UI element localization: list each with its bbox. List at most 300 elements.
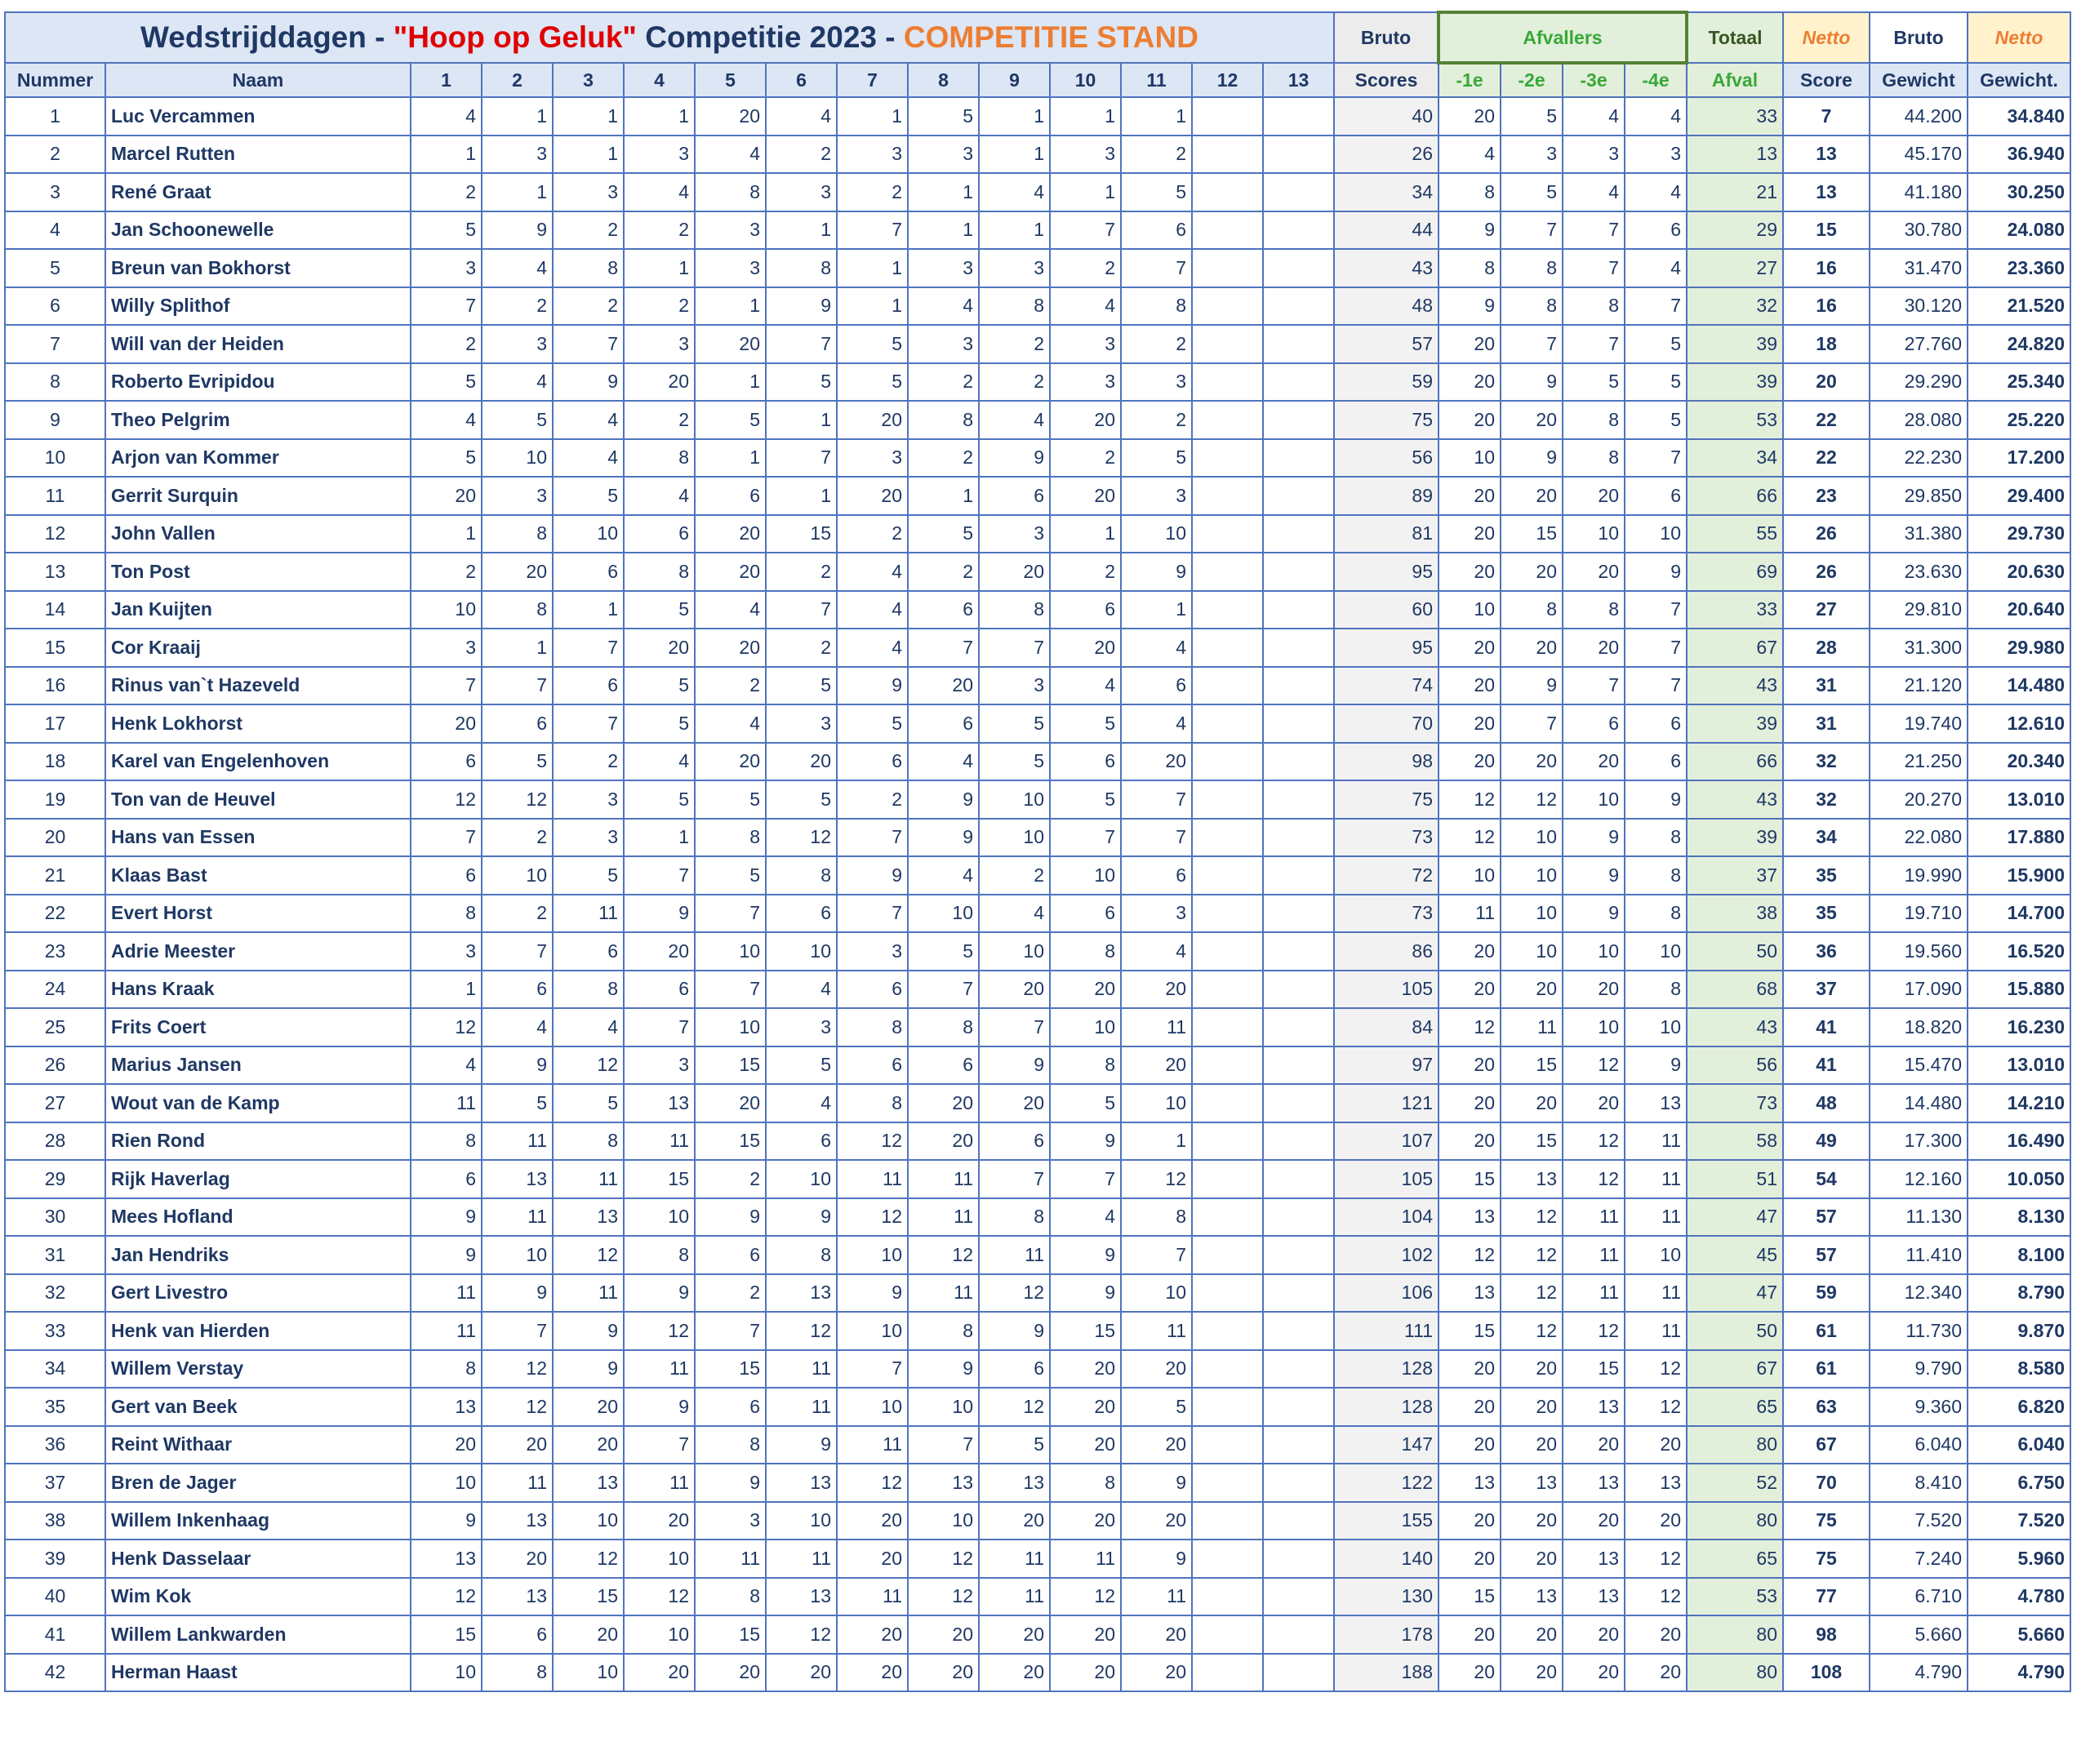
cell-day-score: 7 (553, 325, 624, 363)
cell-afvaller: 10 (1439, 439, 1501, 478)
cell-day-score (1263, 667, 1334, 705)
cell-day-score: 1 (1050, 173, 1121, 211)
cell-day-score: 5 (1050, 780, 1121, 819)
cell-afvaller: 7 (1563, 325, 1625, 363)
cell-day-score: 10 (837, 1236, 908, 1274)
cell-day-score: 20 (695, 743, 766, 781)
cell-day-score: 1 (695, 439, 766, 478)
cell-day-score (1263, 780, 1334, 819)
cell-day-score: 20 (1050, 629, 1121, 667)
cell-day-score (1263, 971, 1334, 1009)
cell-day-score: 3 (908, 136, 979, 174)
cell-day-score (1263, 363, 1334, 402)
cell-day-score (1263, 1312, 1334, 1350)
cell-bruto-gewicht: 14.480 (1870, 1084, 1968, 1122)
cell-day-score: 9 (1050, 1274, 1121, 1313)
cell-naam: Henk Dasselaar (105, 1540, 411, 1578)
cell-day-score: 1 (766, 477, 837, 515)
cell-day-score: 12 (766, 1615, 837, 1654)
cell-day-score: 10 (695, 932, 766, 971)
cell-day-score: 1 (624, 249, 695, 287)
cell-bruto-gewicht: 6.040 (1870, 1426, 1968, 1464)
cell-nummer: 18 (5, 743, 105, 781)
cell-day-score: 5 (411, 439, 482, 478)
cell-nummer: 37 (5, 1464, 105, 1502)
cell-afvaller: 9 (1501, 667, 1563, 705)
cell-day-score: 4 (695, 591, 766, 629)
cell-bruto-score: 26 (1334, 136, 1439, 174)
cell-totaal-afval: 58 (1687, 1122, 1783, 1161)
cell-netto-score: 28 (1783, 629, 1870, 667)
cell-bruto-gewicht: 9.790 (1870, 1350, 1968, 1389)
table-row (5, 173, 2070, 211)
cell-day-score: 1 (979, 97, 1050, 136)
cell-day-score: 10 (908, 895, 979, 933)
cell-day-score: 2 (908, 553, 979, 591)
cell-netto-gewicht: 13.010 (1968, 1046, 2070, 1085)
cell-totaal-afval: 39 (1687, 704, 1783, 743)
cell-day-score: 2 (695, 667, 766, 705)
cell-nummer: 10 (5, 439, 105, 478)
cell-afvaller: 20 (1439, 1502, 1501, 1540)
cell-day-score: 4 (624, 173, 695, 211)
cell-naam: Will van der Heiden (105, 325, 411, 363)
cell-day-score: 5 (766, 667, 837, 705)
table-row (5, 1046, 2070, 1085)
cell-nummer: 41 (5, 1615, 105, 1654)
cell-day-score: 4 (979, 173, 1050, 211)
cell-day-score: 4 (482, 1008, 553, 1046)
cell-day-score: 7 (979, 1008, 1050, 1046)
cell-day-score: 8 (411, 895, 482, 933)
cell-afvaller: 7 (1501, 325, 1563, 363)
cell-bruto-gewicht: 5.660 (1870, 1615, 1968, 1654)
cell-nummer: 2 (5, 136, 105, 174)
cell-day-score: 12 (1121, 1160, 1192, 1198)
cell-day-score: 9 (766, 1198, 837, 1237)
cell-afvaller: 13 (1439, 1464, 1501, 1502)
cell-day-score: 3 (1050, 325, 1121, 363)
cell-netto-gewicht: 34.840 (1968, 97, 2070, 136)
cell-afvaller: 12 (1501, 1236, 1563, 1274)
cell-nummer: 17 (5, 704, 105, 743)
cell-day-score: 13 (979, 1464, 1050, 1502)
cell-naam: Marcel Rutten (105, 136, 411, 174)
cell-day-score: 4 (1121, 704, 1192, 743)
cell-day-score (1192, 1350, 1263, 1389)
competition-standings-table (4, 11, 2071, 1692)
cell-day-score: 12 (908, 1578, 979, 1616)
cell-netto-score: 98 (1783, 1615, 1870, 1654)
cell-day-score: 7 (766, 325, 837, 363)
table-row (5, 743, 2070, 781)
cell-afvaller: 12 (1501, 780, 1563, 819)
cell-afvaller: 20 (1563, 1502, 1625, 1540)
title-competition: Competitie 2023 - (636, 20, 904, 54)
cell-day-score: 7 (979, 629, 1050, 667)
cell-bruto-score: 128 (1334, 1350, 1439, 1389)
cell-day-score: 12 (482, 780, 553, 819)
cell-bruto-gewicht: 6.710 (1870, 1578, 1968, 1616)
table-row (5, 553, 2070, 591)
cell-day-score: 11 (482, 1122, 553, 1161)
table-row (5, 1578, 2070, 1616)
cell-day-score: 4 (979, 401, 1050, 439)
cell-afvaller: 20 (1439, 1615, 1501, 1654)
cell-day-score: 20 (908, 1122, 979, 1161)
cell-netto-score: 22 (1783, 401, 1870, 439)
cell-day-score (1192, 591, 1263, 629)
cell-day-score (1192, 1388, 1263, 1426)
cell-netto-gewicht: 16.490 (1968, 1122, 2070, 1161)
cell-afvaller: 12 (1439, 819, 1501, 857)
cell-day-score: 6 (482, 704, 553, 743)
col-header-day-6: 6 (766, 63, 837, 97)
cell-day-score: 1 (482, 97, 553, 136)
cell-totaal-afval: 67 (1687, 629, 1783, 667)
cell-afvaller: 6 (1625, 743, 1687, 781)
cell-bruto-score: 147 (1334, 1426, 1439, 1464)
cell-day-score: 1 (411, 136, 482, 174)
cell-nummer: 35 (5, 1388, 105, 1426)
cell-day-score: 10 (624, 1198, 695, 1237)
cell-afvaller: 10 (1439, 856, 1501, 895)
cell-day-score: 4 (553, 439, 624, 478)
cell-netto-score: 26 (1783, 515, 1870, 553)
cell-day-score: 9 (624, 1388, 695, 1426)
cell-bruto-score: 102 (1334, 1236, 1439, 1274)
cell-afvaller: 20 (1563, 1084, 1625, 1122)
cell-day-score: 1 (908, 173, 979, 211)
cell-totaal-afval: 47 (1687, 1274, 1783, 1313)
cell-day-score (1263, 173, 1334, 211)
cell-day-score (1192, 553, 1263, 591)
cell-day-score: 1 (1121, 591, 1192, 629)
col-header-day-11: 11 (1121, 63, 1192, 97)
cell-totaal-afval: 39 (1687, 819, 1783, 857)
cell-day-score: 3 (553, 173, 624, 211)
cell-day-score: 4 (553, 1008, 624, 1046)
cell-bruto-gewicht: 28.080 (1870, 401, 1968, 439)
cell-day-score: 8 (695, 1426, 766, 1464)
cell-day-score: 6 (979, 1122, 1050, 1161)
cell-day-score: 11 (482, 1198, 553, 1237)
cell-day-score: 6 (482, 971, 553, 1009)
table-row (5, 591, 2070, 629)
cell-day-score: 2 (624, 401, 695, 439)
cell-afvaller: 12 (1563, 1046, 1625, 1085)
cell-day-score (1192, 1160, 1263, 1198)
cell-day-score: 15 (695, 1350, 766, 1389)
cell-bruto-score: 188 (1334, 1654, 1439, 1692)
cell-afvaller: 13 (1501, 1160, 1563, 1198)
cell-netto-gewicht: 14.480 (1968, 667, 2070, 705)
cell-day-score: 1 (979, 136, 1050, 174)
cell-day-score: 4 (908, 856, 979, 895)
col-header-day-7: 7 (837, 63, 908, 97)
cell-day-score: 2 (553, 743, 624, 781)
cell-totaal-afval: 39 (1687, 363, 1783, 402)
cell-naam: Arjon van Kommer (105, 439, 411, 478)
table-row (5, 439, 2070, 478)
cell-day-score: 9 (837, 667, 908, 705)
cell-afvaller: 11 (1625, 1274, 1687, 1313)
table-row (5, 1198, 2070, 1237)
cell-day-score (1263, 249, 1334, 287)
cell-day-score: 3 (837, 136, 908, 174)
cell-naam: Rinus van`t Hazeveld (105, 667, 411, 705)
cell-day-score: 7 (1050, 819, 1121, 857)
cell-day-score: 9 (979, 439, 1050, 478)
cell-afvaller: 20 (1625, 1615, 1687, 1654)
cell-afvaller: 10 (1563, 932, 1625, 971)
cell-day-score: 2 (766, 136, 837, 174)
cell-nummer: 1 (5, 97, 105, 136)
cell-afvaller: 6 (1563, 704, 1625, 743)
cell-afvaller: 12 (1501, 1198, 1563, 1237)
cell-day-score: 6 (624, 971, 695, 1009)
cell-nummer: 31 (5, 1236, 105, 1274)
cell-naam: Evert Horst (105, 895, 411, 933)
cell-afvaller: 4 (1563, 173, 1625, 211)
cell-day-score: 10 (1121, 1274, 1192, 1313)
cell-day-score: 10 (908, 1502, 979, 1540)
cell-day-score: 9 (1050, 1236, 1121, 1274)
cell-day-score: 20 (1121, 1426, 1192, 1464)
cell-day-score: 20 (766, 743, 837, 781)
cell-totaal-afval: 80 (1687, 1654, 1783, 1692)
cell-naam: Breun van Bokhorst (105, 249, 411, 287)
cell-day-score: 3 (979, 515, 1050, 553)
cell-afvaller: 20 (1563, 477, 1625, 515)
cell-day-score (1263, 932, 1334, 971)
cell-day-score (1192, 477, 1263, 515)
cell-netto-score: 15 (1783, 211, 1870, 250)
cell-day-score: 8 (553, 971, 624, 1009)
cell-day-score: 5 (979, 704, 1050, 743)
cell-nummer: 23 (5, 932, 105, 971)
cell-netto-gewicht: 8.790 (1968, 1274, 2070, 1313)
cell-day-score: 9 (1121, 1540, 1192, 1578)
cell-naam: Willy Splithof (105, 287, 411, 326)
cell-afvaller: 9 (1439, 211, 1501, 250)
cell-naam: Cor Kraaij (105, 629, 411, 667)
cell-day-score: 10 (1050, 856, 1121, 895)
cell-day-score: 1 (908, 477, 979, 515)
cell-afvaller: 10 (1439, 591, 1501, 629)
cell-naam: Theo Pelgrim (105, 401, 411, 439)
cell-afvaller: 10 (1563, 1008, 1625, 1046)
cell-day-score: 3 (624, 136, 695, 174)
cell-day-score: 7 (837, 1350, 908, 1389)
cell-bruto-score: 130 (1334, 1578, 1439, 1616)
cell-day-score: 10 (553, 1502, 624, 1540)
cell-day-score: 11 (908, 1160, 979, 1198)
cell-afvaller: 5 (1625, 401, 1687, 439)
cell-day-score: 20 (695, 553, 766, 591)
cell-day-score: 8 (979, 1198, 1050, 1237)
cell-totaal-afval: 80 (1687, 1615, 1783, 1654)
cell-day-score: 5 (482, 401, 553, 439)
cell-day-score: 6 (1121, 856, 1192, 895)
cell-day-score (1263, 136, 1334, 174)
cell-day-score (1192, 1236, 1263, 1274)
cell-day-score (1263, 477, 1334, 515)
cell-day-score (1263, 1236, 1334, 1274)
cell-day-score: 6 (979, 1350, 1050, 1389)
cell-day-score: 11 (411, 1312, 482, 1350)
cell-bruto-gewicht: 29.810 (1870, 591, 1968, 629)
cell-bruto-gewicht: 29.850 (1870, 477, 1968, 515)
cell-afvaller: 20 (1563, 1615, 1625, 1654)
cell-nummer: 25 (5, 1008, 105, 1046)
cell-nummer: 15 (5, 629, 105, 667)
cell-day-score: 12 (908, 1236, 979, 1274)
cell-netto-score: 31 (1783, 704, 1870, 743)
cell-afvaller: 9 (1501, 439, 1563, 478)
cell-day-score: 10 (1121, 1084, 1192, 1122)
column-header-row (5, 63, 2070, 97)
cell-netto-gewicht: 16.230 (1968, 1008, 2070, 1046)
cell-day-score: 5 (766, 780, 837, 819)
cell-day-score: 6 (411, 1160, 482, 1198)
table-row (5, 211, 2070, 250)
col-header-scores: Scores (1334, 63, 1439, 97)
cell-day-score (1192, 401, 1263, 439)
cell-naam: John Vallen (105, 515, 411, 553)
cell-afvaller: 20 (1439, 401, 1501, 439)
cell-netto-gewicht: 30.250 (1968, 173, 2070, 211)
cell-afvaller: 20 (1439, 1654, 1501, 1692)
cell-day-score: 4 (1121, 932, 1192, 971)
cell-day-score: 7 (1121, 249, 1192, 287)
cell-afvaller: 8 (1563, 439, 1625, 478)
cell-day-score: 20 (1050, 1388, 1121, 1426)
cell-afvaller: 4 (1439, 136, 1501, 174)
cell-day-score: 6 (908, 1046, 979, 1085)
cell-naam: Jan Kuijten (105, 591, 411, 629)
cell-day-score: 9 (482, 1274, 553, 1313)
col-header-nummer: Nummer (5, 63, 105, 97)
cell-naam: Ton van de Heuvel (105, 780, 411, 819)
cell-bruto-score: 140 (1334, 1540, 1439, 1578)
cell-day-score: 6 (837, 1046, 908, 1085)
cell-bruto-gewicht: 31.380 (1870, 515, 1968, 553)
cell-day-score (1263, 1388, 1334, 1426)
cell-day-score: 10 (482, 856, 553, 895)
cell-netto-score: 32 (1783, 780, 1870, 819)
cell-nummer: 39 (5, 1540, 105, 1578)
cell-afvaller: 3 (1625, 136, 1687, 174)
cell-afvaller: 11 (1563, 1198, 1625, 1237)
col-header-day-13: 13 (1263, 63, 1334, 97)
cell-day-score: 12 (766, 1312, 837, 1350)
cell-afvaller: 12 (1625, 1578, 1687, 1616)
cell-netto-gewicht: 16.520 (1968, 932, 2070, 971)
cell-afvaller: 7 (1625, 439, 1687, 478)
cell-bruto-score: 97 (1334, 1046, 1439, 1085)
cell-nummer: 7 (5, 325, 105, 363)
cell-netto-gewicht: 12.610 (1968, 704, 2070, 743)
cell-netto-score: 35 (1783, 856, 1870, 895)
cell-day-score: 11 (837, 1160, 908, 1198)
cell-naam: Marius Jansen (105, 1046, 411, 1085)
cell-day-score: 1 (766, 401, 837, 439)
cell-day-score (1263, 1122, 1334, 1161)
cell-totaal-afval: 43 (1687, 780, 1783, 819)
cell-bruto-gewicht: 27.760 (1870, 325, 1968, 363)
cell-netto-gewicht: 8.100 (1968, 1236, 2070, 1274)
cell-day-score (1192, 1502, 1263, 1540)
cell-day-score: 7 (908, 971, 979, 1009)
cell-day-score: 20 (1050, 401, 1121, 439)
cell-day-score: 20 (1050, 971, 1121, 1009)
cell-afvaller: 8 (1501, 287, 1563, 326)
cell-afvaller: 11 (1625, 1312, 1687, 1350)
cell-bruto-gewicht: 18.820 (1870, 1008, 1968, 1046)
cell-bruto-score: 81 (1334, 515, 1439, 553)
cell-naam: Rijk Haverlag (105, 1160, 411, 1198)
cell-day-score: 2 (837, 515, 908, 553)
table-row (5, 1236, 2070, 1274)
col-header-naam: Naam (105, 63, 411, 97)
cell-netto-gewicht: 17.200 (1968, 439, 2070, 478)
cell-afvaller: 12 (1563, 1122, 1625, 1161)
cell-netto-gewicht: 20.340 (1968, 743, 2070, 781)
cell-day-score: 6 (837, 971, 908, 1009)
cell-nummer: 28 (5, 1122, 105, 1161)
cell-afvaller: 20 (1439, 667, 1501, 705)
cell-day-score: 2 (837, 780, 908, 819)
col-header-day-4: 4 (624, 63, 695, 97)
cell-afvaller: 20 (1439, 1122, 1501, 1161)
cell-day-score: 4 (766, 1084, 837, 1122)
cell-day-score: 9 (837, 856, 908, 895)
col-header-afval-total: Afval (1687, 63, 1783, 97)
cell-netto-gewicht: 6.820 (1968, 1388, 2070, 1426)
table-row (5, 1122, 2070, 1161)
cell-day-score (1192, 1084, 1263, 1122)
cell-netto-score: 27 (1783, 591, 1870, 629)
cell-afvaller: 9 (1625, 780, 1687, 819)
cell-day-score (1192, 97, 1263, 136)
cell-afvaller: 20 (1439, 1388, 1501, 1426)
cell-day-score: 8 (482, 1654, 553, 1692)
cell-afvaller: 8 (1501, 591, 1563, 629)
cell-afvaller: 20 (1625, 1426, 1687, 1464)
cell-day-score: 20 (766, 1654, 837, 1692)
cell-netto-score: 70 (1783, 1464, 1870, 1502)
cell-day-score: 7 (411, 819, 482, 857)
cell-day-score: 4 (1050, 287, 1121, 326)
cell-day-score (1192, 743, 1263, 781)
cell-day-score: 12 (837, 1122, 908, 1161)
cell-afvaller: 5 (1501, 173, 1563, 211)
cell-day-score: 20 (837, 1654, 908, 1692)
cell-naam: Mees Hofland (105, 1198, 411, 1237)
cell-day-score: 20 (624, 1502, 695, 1540)
cell-day-score: 10 (624, 1540, 695, 1578)
cell-day-score: 10 (766, 1160, 837, 1198)
cell-afvaller: 20 (1501, 1388, 1563, 1426)
col-header-day-3: 3 (553, 63, 624, 97)
cell-afvaller: 20 (1625, 1654, 1687, 1692)
cell-day-score: 8 (1121, 287, 1192, 326)
cell-afvaller: 20 (1439, 932, 1501, 971)
cell-afvaller: 11 (1563, 1274, 1625, 1313)
col-header-day-9: 9 (979, 63, 1050, 97)
cell-afvaller: 12 (1563, 1160, 1625, 1198)
